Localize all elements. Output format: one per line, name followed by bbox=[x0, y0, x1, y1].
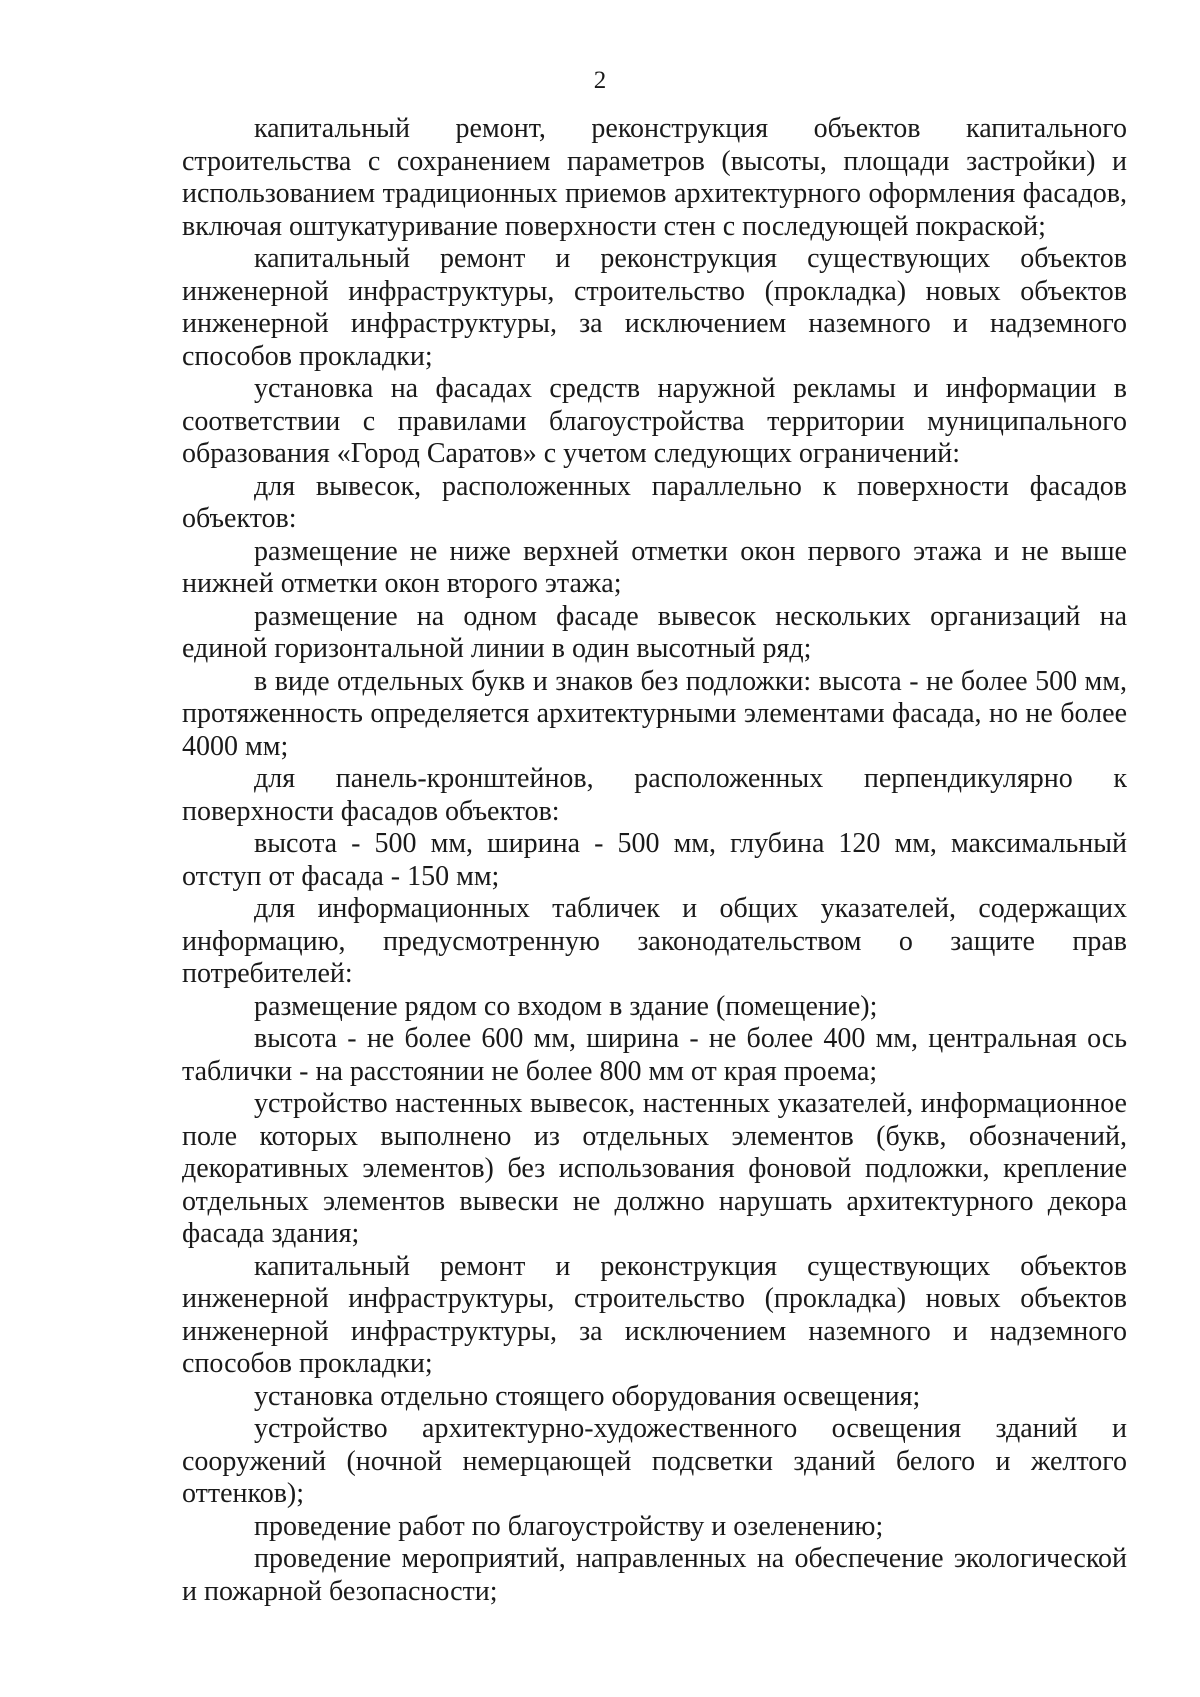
paragraph: размещение не ниже верхней отметки окон первого этажа и не выше нижней отметки окон второго этажа; bbox=[182, 535, 1127, 599]
paragraph: для панель-кронштейнов, расположенных перпендикулярно к поверхности фасадов объектов: bbox=[182, 763, 1127, 827]
document-body bbox=[182, 113, 1127, 1608]
paragraph: проведение мероприятий, направленных на обеспечение экологической и пожарной безопасности; bbox=[182, 1543, 1127, 1607]
paragraph: установка отдельно стоящего оборудования освещения; bbox=[254, 1380, 921, 1412]
paragraph: устройство настенных вывесок, настенных указателей, информационное поле которых выполнено из отдельных элементов (букв, обозначений, декоративных элементов) без использования фоновой подложки, крепление отдельных элементов вывески не должно нарушать архитектурного декора фасада здания; bbox=[182, 1088, 1127, 1249]
paragraph: капитальный ремонт и реконструкция существующих объектов инженерной инфраструктуры, строительство (прокладка) новых объектов инженерной инфраструктуры, за исключением наземного и надземного способов прокладки; bbox=[182, 243, 1127, 372]
paragraph: размещение на одном фасаде вывесок нескольких организаций на единой горизонтальной линии в один высотный ряд; bbox=[182, 600, 1127, 664]
paragraph: капитальный ремонт, реконструкция объектов капитального строительства с сохранением параметров (высоты, площади застройки) и использованием традиционных приемов архитектурного оформления фасадов, включая оштукатуривание поверхности стен с последующей покраской; bbox=[182, 113, 1127, 242]
paragraph: устройство архитектурно-художественного освещения зданий и сооружений (ночной немерцающей подсветки зданий белого и желтого оттенков); bbox=[182, 1413, 1127, 1509]
paragraph: высота - не более 600 мм, ширина - не более 400 мм, центральная ось таблички - на расстоянии не более 800 мм от края проема; bbox=[182, 1023, 1127, 1087]
paragraph: размещение рядом со входом в здание (помещение); bbox=[254, 990, 878, 1022]
paragraph: капитальный ремонт и реконструкция существующих объектов инженерной инфраструктуры, строительство (прокладка) новых объектов инженерной инфраструктуры, за исключением наземного и надземного способов прокладки; bbox=[182, 1250, 1127, 1379]
paragraph: для информационных табличек и общих указателей, содержащих информацию, предусмотренную законодательством о защите прав потребителей: bbox=[182, 893, 1127, 989]
paragraph: высота - 500 мм, ширина - 500 мм, глубина 120 мм, максимальный отступ от фасада - 150 мм; bbox=[182, 828, 1127, 892]
paragraph: проведение работ по благоустройству и озеленению; bbox=[254, 1510, 884, 1542]
paragraph: для вывесок, расположенных параллельно к поверхности фасадов объектов: bbox=[182, 470, 1127, 534]
paragraph: установка на фасадах средств наружной рекламы и информации в соответствии с правилами благоустройства территории муниципального образования «Город Саратов» с учетом следующих ограничений: bbox=[182, 373, 1127, 469]
page-number: 2 bbox=[593, 67, 607, 94]
paragraph: в виде отдельных букв и знаков без подложки: высота - не более 500 мм, протяженность определяется архитектурными элементами фасада, но не более 4000 мм; bbox=[182, 665, 1127, 762]
